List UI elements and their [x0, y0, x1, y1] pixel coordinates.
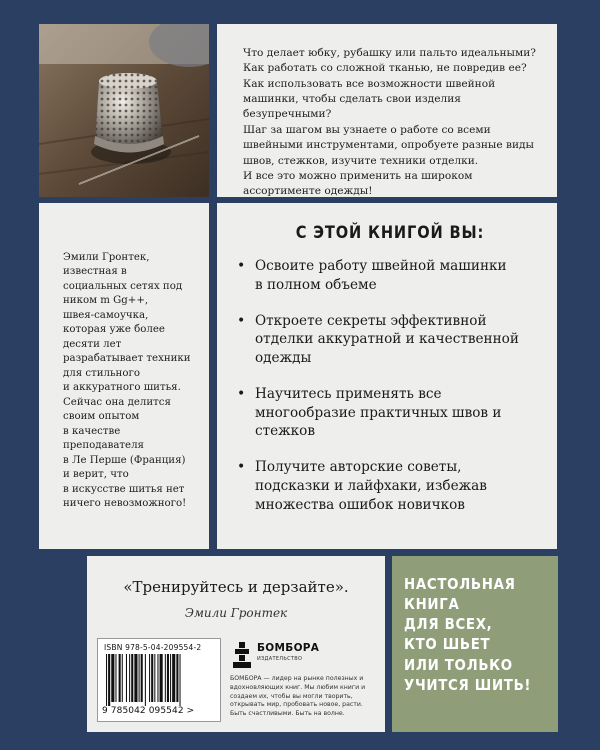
bio-line: швея-самоучка, [63, 309, 149, 321]
bio-line: десяти лет [63, 338, 122, 350]
publisher-description: БОМБОРА — лидер на рынке полезных и вдохновляющих книг. Мы любим книги и создаем их, чтобы вы могли творить, открывать мир, пробовать новое, расти. Быть счастливыми. Быть на волне. [230, 675, 366, 718]
bullet-icon: • [237, 258, 246, 274]
author-bio-panel [39, 203, 209, 549]
benefit-item [237, 257, 543, 295]
intro-line: машинки, чтобы сделать свои изделия безупречными? [243, 93, 461, 121]
bio-line: преподавателя [63, 440, 144, 452]
intro-line: Что делает юбку, рубашку или пальто идеальными? [243, 47, 536, 59]
intro-line: швов, стежков, изучите техники отделки. [243, 154, 479, 167]
benefit-line: Получите авторские советы, [255, 459, 462, 475]
benefit-text [255, 312, 519, 368]
benefit-line: Откроете секреты эффективной [255, 312, 487, 329]
benefit-line: подсказки и лайфхаки, избежав [255, 477, 487, 494]
tagline-line: КНИГА [404, 595, 460, 614]
intro-line: И все это можно применить на широком [243, 169, 473, 182]
bombora-logo-icon [230, 640, 254, 670]
benefit-line: многообразие практичных швов и [255, 404, 502, 421]
bullet-icon: • [237, 459, 246, 475]
bullet-icon: • [237, 385, 246, 402]
benefit-line: Научитесь применять все [255, 385, 442, 402]
tagline-panel [392, 556, 558, 732]
thimble-photo [39, 24, 209, 197]
publisher-name: БОМБОРА [257, 642, 320, 654]
quote-author: Эмили Гронтек [184, 606, 288, 620]
bio-line: Сейчас она делится [63, 396, 171, 408]
benefits-heading: С ЭТОЙ КНИГОЙ ВЫ: [295, 223, 485, 243]
publisher-subtitle: ИЗДАТЕЛЬСТВО [257, 656, 303, 662]
benefit-line: одежды [255, 350, 312, 366]
bio-line: ником m Gg++, [63, 295, 149, 307]
benefit-line: множества ошибок новичков [255, 496, 465, 513]
barcode [97, 638, 221, 722]
barcode-number: 9 785042 095542 > [102, 706, 195, 716]
bio-line: и аккуратного шитья. [63, 382, 181, 394]
benefit-item [237, 312, 543, 368]
intro-panel [217, 24, 557, 197]
intro-line: Как использовать все возможности швейной [243, 77, 496, 90]
intro-line: Как работать со сложной тканью, не повредив ее? [243, 62, 527, 75]
benefits-panel [217, 203, 557, 549]
bio-line: разрабатывает техники [63, 353, 191, 365]
benefit-item [237, 458, 543, 514]
intro-line: ассортименте одежды! [243, 185, 373, 198]
tagline-line: НАСТОЛЬНАЯ [404, 575, 516, 593]
bio-line: в Ле Перше (Франция) [63, 454, 186, 466]
benefit-item [237, 385, 543, 441]
bio-line: ничего невозможного! [63, 498, 187, 510]
benefit-text [255, 257, 507, 295]
tagline-line: ИЛИ ТОЛЬКО [404, 655, 513, 674]
intro-line: швейными инструментами, опробуете разные виды [243, 139, 534, 152]
intro-text [243, 46, 539, 200]
bio-line: в искусстве шитья нет [63, 483, 185, 495]
bio-line: своим опытом [63, 411, 140, 423]
author-bio [63, 251, 203, 512]
tagline-line: КТО ШЬЕТ [404, 635, 491, 654]
benefit-text [255, 458, 487, 514]
isbn-label: ISBN 978-5-04-209554-2 [104, 643, 202, 652]
bio-line: социальных сетях под [63, 280, 183, 292]
bio-line: Эмили Гронтек, [63, 252, 150, 263]
benefit-text [255, 385, 501, 441]
benefit-line: в полном объеме [255, 276, 377, 293]
bio-line: и верит, что [63, 469, 129, 481]
quote-panel [87, 556, 385, 732]
bio-line: известная в [63, 266, 127, 278]
bio-line: в качестве [63, 425, 121, 437]
tagline-line: ДЛЯ ВСЕХ, [404, 615, 493, 634]
benefit-line: стежков [255, 423, 316, 440]
benefit-line: отделки аккуратной и качественной [255, 331, 519, 348]
tagline-line: УЧИТСЯ ШИТЬ! [404, 675, 532, 694]
quote-text: «Тренируйтесь и дерзайте». [123, 578, 349, 596]
bullet-icon: • [237, 312, 246, 329]
bio-line: которая уже более [63, 324, 165, 336]
bio-line: для стильного [63, 367, 140, 379]
benefit-line: Освоите работу швейной машинки [255, 258, 507, 274]
intro-line: Шаг за шагом вы узнаете о работе со всеми [243, 123, 491, 136]
barcode-bars [104, 654, 216, 706]
